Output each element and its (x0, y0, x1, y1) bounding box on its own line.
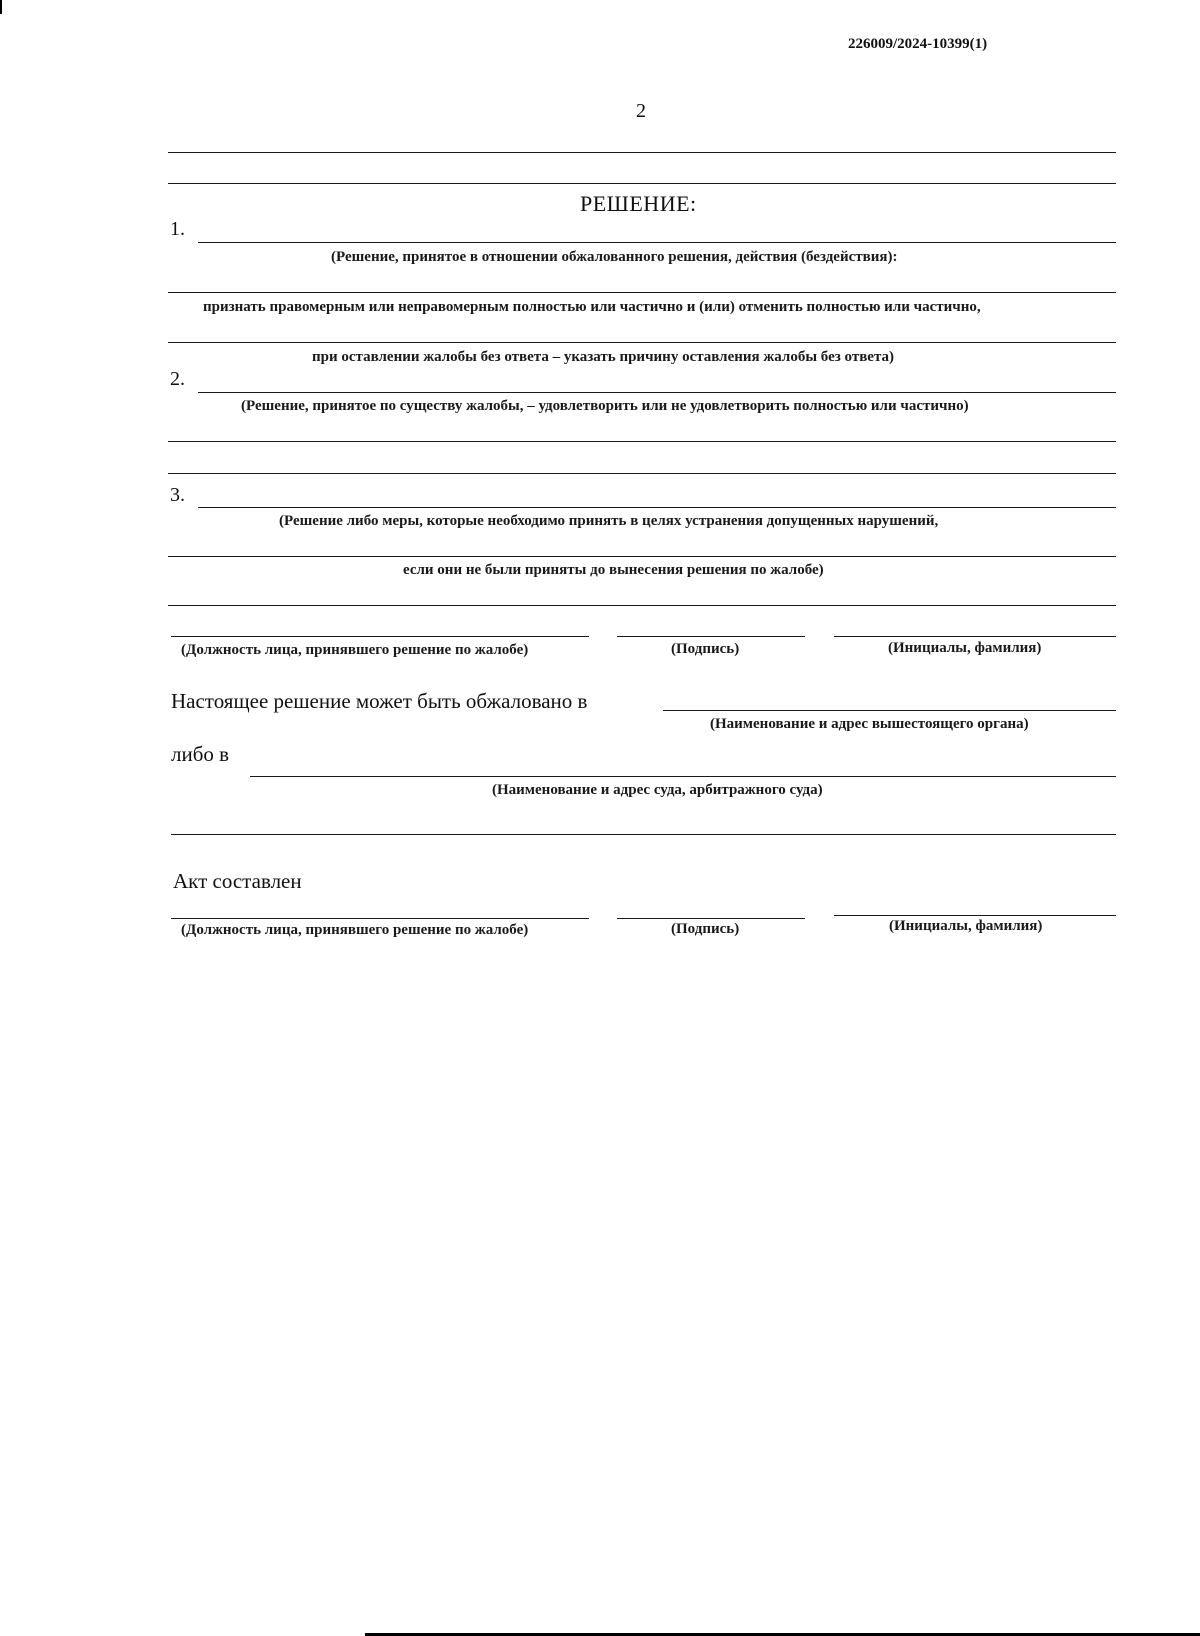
blank-line (168, 441, 1116, 442)
blank-line (168, 556, 1116, 557)
blank-line (168, 342, 1116, 343)
signature-line (834, 915, 1116, 916)
signature-caption: (Подпись) (671, 641, 740, 657)
blank-line (168, 473, 1116, 474)
blank-line (198, 392, 1116, 393)
name-caption: (Инициалы, фамилия) (888, 640, 1042, 656)
signature-caption: (Подпись) (671, 921, 740, 937)
scan-mark (0, 0, 2, 14)
item-number-3: 3. (170, 484, 185, 506)
blank-line (250, 776, 1116, 777)
signature-line (617, 918, 805, 919)
item-number-1: 1. (170, 218, 185, 240)
appeal-or-text: либо в (171, 742, 230, 766)
position-caption: (Должность лица, принявшего решение по жалобе) (181, 922, 529, 938)
item-2-caption: (Решение, принятое по существу жалобы, – удовлетворить или не удовлетворить полностью или частично) (241, 398, 969, 414)
blank-line (663, 710, 1116, 711)
blank-line (171, 834, 1116, 835)
item-1-caption: при оставлении жалобы без ответа – указать причину оставления жалобы без ответа) (312, 349, 895, 365)
authority-caption: (Наименование и адрес вышестоящего органа) (710, 716, 1029, 732)
signature-line (171, 636, 589, 637)
signature-line (834, 636, 1116, 637)
signature-line (171, 918, 589, 919)
blank-line (168, 152, 1116, 153)
court-caption: (Наименование и адрес суда, арбитражного суда) (492, 782, 823, 798)
item-3-caption: если они не были приняты до вынесения решения по жалобе) (403, 562, 824, 578)
blank-line (198, 242, 1116, 243)
decision-heading: РЕШЕНИЕ: (580, 191, 697, 216)
act-label: Акт составлен (173, 869, 302, 893)
page-number: 2 (636, 100, 646, 122)
blank-line (168, 605, 1116, 606)
document-number: 226009/2024-10399(1) (848, 36, 988, 52)
position-caption: (Должность лица, принявшего решение по жалобе) (181, 642, 529, 658)
name-caption: (Инициалы, фамилия) (889, 918, 1043, 934)
item-3-caption: (Решение либо меры, которые необходимо принять в целях устранения допущенных нарушений, (279, 513, 939, 529)
item-1-caption: (Решение, принятое в отношении обжалованного решения, действия (бездействия): (331, 249, 898, 265)
signature-line (617, 636, 805, 637)
blank-line (168, 183, 1116, 184)
item-1-caption: признать правомерным или неправомерным полностью или частично и (или) отменить полностью или частично, (203, 299, 981, 315)
blank-line (198, 507, 1116, 508)
blank-line (168, 292, 1116, 293)
appeal-text: Настоящее решение может быть обжаловано в (171, 689, 588, 713)
item-number-2: 2. (170, 368, 185, 390)
